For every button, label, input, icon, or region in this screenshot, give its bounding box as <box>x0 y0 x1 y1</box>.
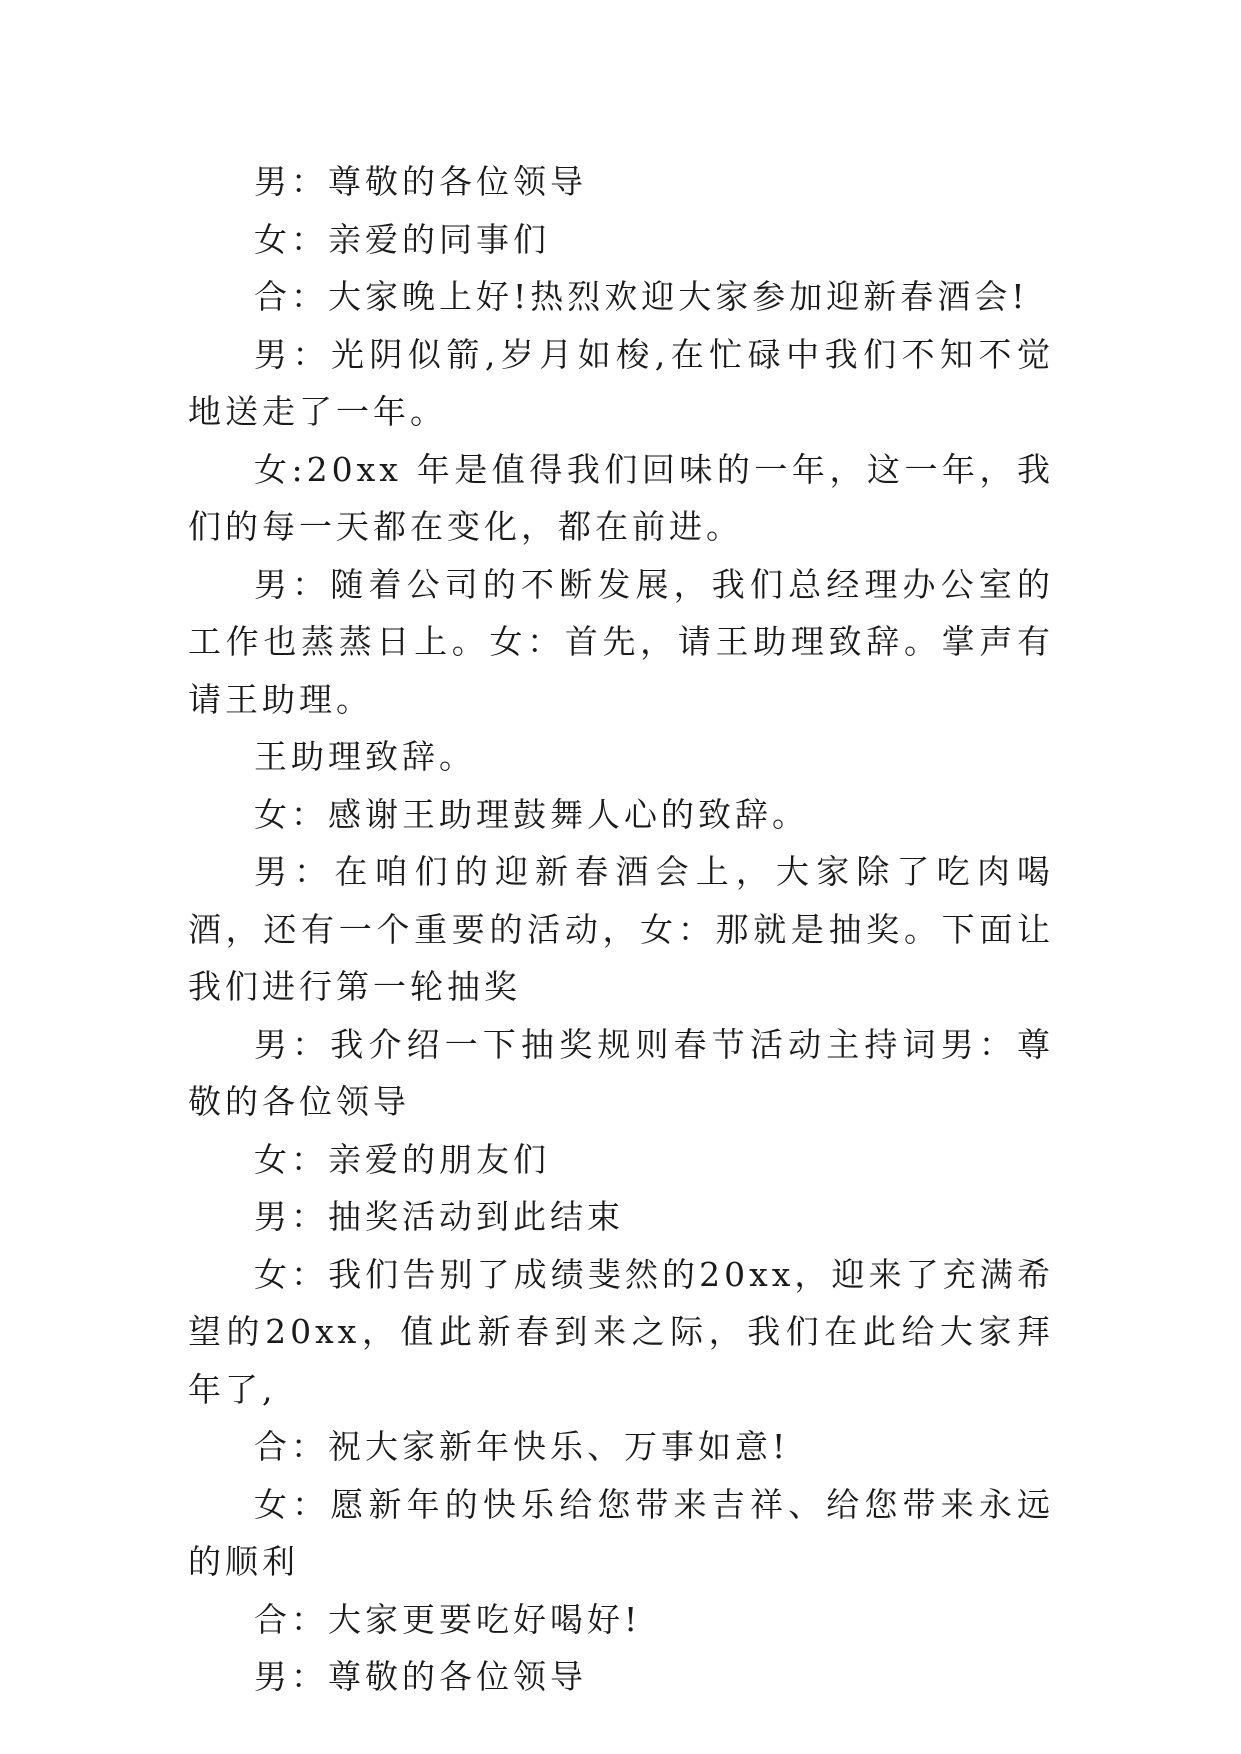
paragraph: 男：抽奖活动到此结束 <box>254 1197 624 1236</box>
paragraph: 女：我们告别了成绩斐然的20xx，迎来了充满希望的20xx，值此新春到来之际，我们在此给大家拜年了, <box>188 1254 1054 1409</box>
paragraph: 合：大家更要吃好喝好! <box>254 1599 642 1639</box>
paragraph: 女：亲爱的同事们 <box>254 219 550 259</box>
paragraph: 男：光阴似箭,岁月如梭,在忙碌中我们不知不觉地送走了一年。 <box>188 334 1054 431</box>
paragraph: 男：随着公司的不断发展，我们总经理办公室的工作也蒸蒸日上。女：首先，请王助理致辞。掌声有请王助理。 <box>188 564 1054 719</box>
paragraph: 男：尊敬的各位领导 <box>254 1657 587 1696</box>
paragraph: 女：愿新年的快乐给您带来吉祥、给您带来永远的顺利 <box>188 1484 1054 1581</box>
paragraph: 女：感谢王助理鼓舞人心的致辞。 <box>254 794 809 834</box>
document-body <box>188 153 1054 1706</box>
paragraph: 女：亲爱的朋友们 <box>254 1139 550 1179</box>
paragraph: 合：大家晚上好!热烈欢迎大家参加迎新春酒会! <box>254 277 1029 316</box>
paragraph: 王助理致辞。 <box>254 737 476 776</box>
paragraph: 男：尊敬的各位领导 <box>254 162 587 201</box>
paragraph: 男：在咱们的迎新春酒会上，大家除了吃肉喝酒，还有一个重要的活动，女：那就是抽奖。下面让我们进行第一轮抽奖 <box>188 852 1054 1006</box>
paragraph: 合：祝大家新年快乐、万事如意! <box>254 1427 790 1466</box>
paragraph: 男：我介绍一下抽奖规则春节活动主持词男：尊敬的各位领导 <box>188 1024 1054 1121</box>
paragraph: 女:20xx 年是值得我们回味的一年，这一年，我们的每一天都在变化，都在前进。 <box>188 449 1054 546</box>
